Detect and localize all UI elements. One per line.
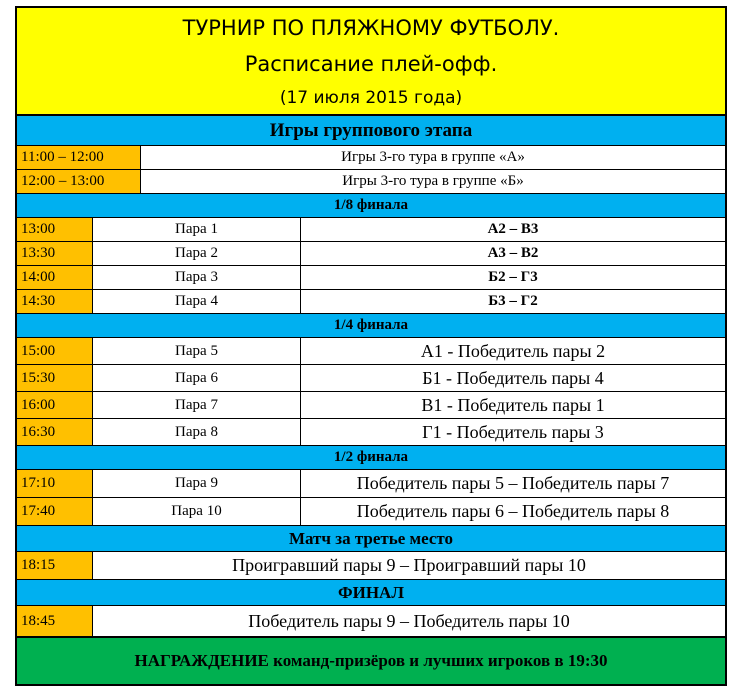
section-final	[17, 580, 725, 606]
awards-text: НАГРАЖДЕНИЕ команд-призёров и лучших игроков в 19:30	[134, 651, 608, 670]
time-cell: 18:45	[17, 606, 93, 636]
section-quarter-final	[17, 314, 725, 338]
match-cell: Г1 - Победитель пары 3	[422, 421, 604, 442]
time-cell: 14:00	[17, 266, 93, 289]
table-row	[17, 552, 725, 580]
time-cell: 14:30	[17, 290, 93, 313]
description-cell: Игры 3-го тура в группе «Б»	[342, 173, 524, 189]
pair-cell: Пара 4	[93, 290, 301, 313]
description-cell: Игры 3-го тура в группе «А»	[341, 149, 525, 165]
table-row	[17, 419, 725, 446]
pair-cell: Пара 10	[93, 498, 301, 525]
table-row	[17, 470, 725, 498]
time-cell: 17:40	[17, 498, 93, 525]
table-row	[17, 266, 725, 290]
time-cell: 15:00	[17, 338, 93, 364]
match-cell: Проигравший пары 9 – Проигравший пары 10	[232, 555, 586, 575]
section-title: ФИНАЛ	[338, 583, 404, 602]
table-row	[17, 365, 725, 392]
section-title: 1/8 финала	[333, 197, 409, 213]
pair-cell: Пара 2	[93, 242, 301, 265]
match-cell: Победитель пары 5 – Победитель пары 7	[356, 473, 670, 493]
time-cell: 15:30	[17, 365, 93, 391]
table-row	[17, 290, 725, 314]
section-group-stage	[17, 116, 725, 146]
awards-banner	[17, 638, 725, 684]
pair-cell: Пара 6	[93, 365, 301, 391]
pair-cell: Пара 9	[93, 470, 301, 497]
pair-cell: Пара 3	[93, 266, 301, 289]
table-row	[17, 338, 725, 365]
pair-cell: Пара 5	[93, 338, 301, 364]
match-cell: Победитель пары 9 – Победитель пары 10	[248, 610, 570, 631]
table-row	[17, 392, 725, 419]
time-cell: 17:10	[17, 470, 93, 497]
header-banner	[17, 8, 725, 116]
section-title: Матч за третье место	[288, 529, 454, 548]
section-title: 1/2 финала	[333, 449, 409, 465]
time-cell: 16:30	[17, 419, 93, 445]
time-cell: 13:30	[17, 242, 93, 265]
table-row	[17, 170, 725, 194]
table-row	[17, 606, 725, 638]
match-cell: Б1 - Победитель пары 4	[422, 367, 604, 388]
match-cell: Б3 – Г2	[488, 293, 538, 309]
match-cell: В1 - Победитель пары 1	[421, 394, 605, 415]
time-cell: 16:00	[17, 392, 93, 418]
match-cell: А1 - Победитель пары 2	[420, 340, 606, 361]
match-cell: Победитель пары 6 – Победитель пары 8	[356, 501, 670, 521]
section-round-of-16	[17, 194, 725, 218]
pair-cell: Пара 1	[93, 218, 301, 241]
pair-cell: Пара 7	[93, 392, 301, 418]
table-row	[17, 146, 725, 170]
time-cell: 18:15	[17, 552, 93, 579]
match-cell: Б2 – Г3	[488, 269, 538, 285]
time-cell: 13:00	[17, 218, 93, 241]
section-title: 1/4 финала	[333, 317, 409, 333]
page-subtitle: Расписание плей-офф.	[244, 52, 498, 76]
time-cell: 11:00 – 12:00	[17, 146, 141, 169]
match-cell: А3 – В2	[487, 245, 539, 261]
table-row	[17, 242, 725, 266]
table-row	[17, 218, 725, 242]
section-third-place	[17, 526, 725, 552]
page-title: ТУРНИР ПО ПЛЯЖНОМУ ФУТБОЛУ.	[182, 16, 560, 40]
section-semi-final	[17, 446, 725, 470]
section-title: Игры группового этапа	[269, 120, 473, 141]
pair-cell: Пара 8	[93, 419, 301, 445]
table-row	[17, 498, 725, 526]
match-cell: А2 – В3	[487, 221, 539, 237]
time-cell: 12:00 – 13:00	[17, 170, 141, 193]
schedule-table	[15, 6, 727, 686]
page-date: (17 июля 2015 года)	[279, 88, 463, 108]
